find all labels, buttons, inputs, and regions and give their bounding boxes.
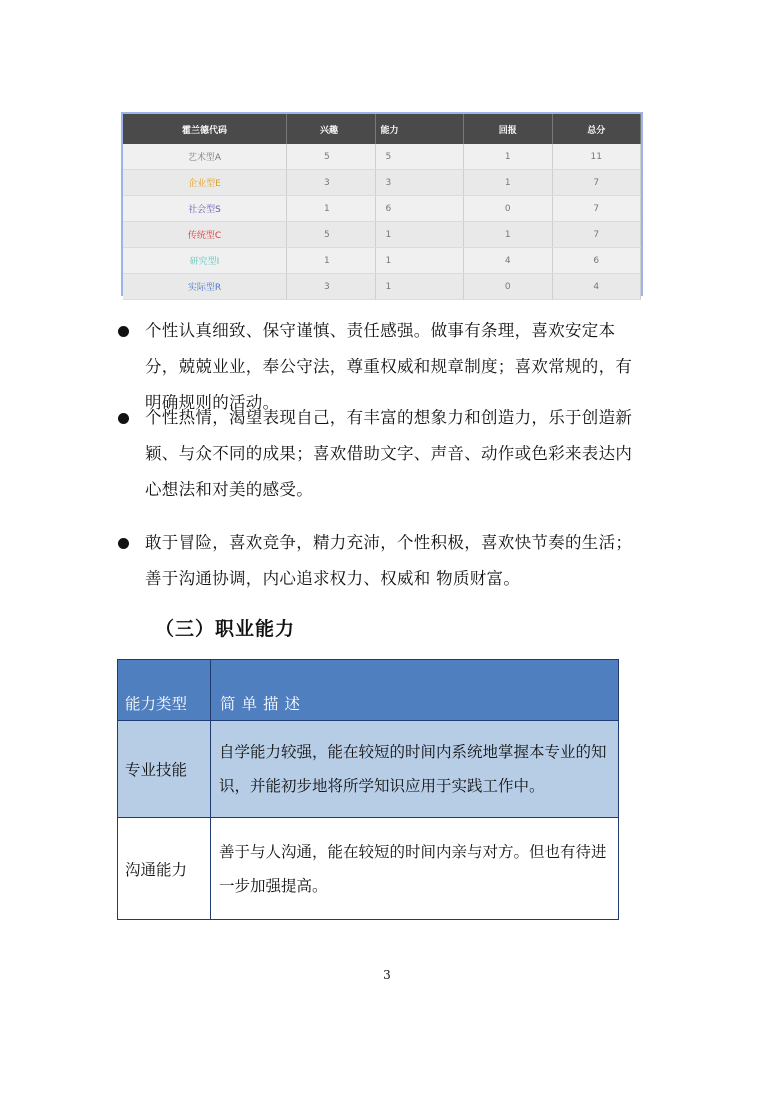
bullet-text: 个性热情，渴望表现自己，有丰富的想象力和创造力，乐于创造新颖、与众不同的成果；喜欢借助文字、声音、动作或色彩来表达内心想法和对美的感受。 <box>145 408 633 499</box>
holland-cell-reward: 1 <box>464 170 553 196</box>
ability-header-type: 能力类型 <box>118 660 211 721</box>
holland-cell-code: 实际型R <box>123 274 287 300</box>
section-title: （三）职业能力 <box>155 618 296 640</box>
holland-header-reward: 回报 <box>464 114 553 144</box>
holland-cell-ability: 1 <box>375 248 464 274</box>
holland-row <box>123 196 641 222</box>
holland-cell-total: 11 <box>552 144 641 170</box>
holland-header-code: 霍兰德代码 <box>123 114 287 144</box>
holland-cell-reward: 1 <box>464 144 553 170</box>
holland-cell-code: 企业型E <box>123 170 287 196</box>
holland-cell-interest: 5 <box>287 144 376 170</box>
ability-type: 沟通能力 <box>118 818 211 920</box>
holland-table <box>123 114 641 300</box>
bullet-dot-icon <box>118 413 129 424</box>
holland-cell-total: 7 <box>552 170 641 196</box>
holland-cell-total: 7 <box>552 196 641 222</box>
holland-cell-total: 4 <box>552 274 641 300</box>
bullet-text: 敢于冒险，喜欢竞争，精力充沛，个性积极，喜欢快节奏的生活；善于沟通协调，内心追求权力、权威和 物质财富。 <box>145 533 633 588</box>
ability-table <box>117 659 619 920</box>
holland-cell-code: 社会型S <box>123 196 287 222</box>
ability-row <box>118 818 619 920</box>
holland-header-ability: 能力 <box>375 114 464 144</box>
holland-cell-ability: 3 <box>375 170 464 196</box>
holland-cell-ability: 6 <box>375 196 464 222</box>
holland-cell-reward: 1 <box>464 222 553 248</box>
holland-cell-interest: 1 <box>287 196 376 222</box>
page-number: 3 <box>383 968 391 982</box>
holland-cell-total: 7 <box>552 222 641 248</box>
holland-cell-reward: 4 <box>464 248 553 274</box>
holland-header-interest: 兴趣 <box>287 114 376 144</box>
bullet-item <box>118 400 638 508</box>
holland-cell-code: 艺术型A <box>123 144 287 170</box>
holland-code-table <box>121 112 643 296</box>
holland-row <box>123 274 641 300</box>
holland-row <box>123 248 641 274</box>
bullet-dot-icon <box>118 326 129 337</box>
holland-cell-interest: 3 <box>287 274 376 300</box>
holland-cell-code: 传统型C <box>123 222 287 248</box>
ability-desc: 自学能力较强，能在较短的时间内系统地掌握本专业的知识，并能初步地将所学知识应用于实践工作中。 <box>211 721 619 818</box>
ability-header-row <box>118 660 619 721</box>
bullet-dot-icon <box>118 538 129 549</box>
holland-row <box>123 222 641 248</box>
bullet-text: 个性认真细致、保守谨慎、责任感强。做事有条理，喜欢安定本分，兢兢业业，奉公守法，尊重权威和规章制度；喜欢常规的，有明确规则的活动。 <box>145 321 633 412</box>
holland-header-row <box>123 114 641 144</box>
ability-desc: 善于与人沟通，能在较短的时间内亲与对方。但也有待进一步加强提高。 <box>211 818 619 920</box>
holland-cell-code: 研究型I <box>123 248 287 274</box>
holland-cell-ability: 1 <box>375 222 464 248</box>
holland-cell-ability: 1 <box>375 274 464 300</box>
holland-cell-ability: 5 <box>375 144 464 170</box>
holland-cell-reward: 0 <box>464 274 553 300</box>
ability-type: 专业技能 <box>118 721 211 818</box>
holland-cell-interest: 5 <box>287 222 376 248</box>
holland-row <box>123 170 641 196</box>
ability-row <box>118 721 619 818</box>
ability-header-desc: 简单描述 <box>211 660 619 721</box>
bullet-item <box>118 525 638 597</box>
holland-header-total: 总分 <box>552 114 641 144</box>
holland-cell-reward: 0 <box>464 196 553 222</box>
holland-row <box>123 144 641 170</box>
holland-cell-interest: 1 <box>287 248 376 274</box>
holland-cell-total: 6 <box>552 248 641 274</box>
holland-cell-interest: 3 <box>287 170 376 196</box>
